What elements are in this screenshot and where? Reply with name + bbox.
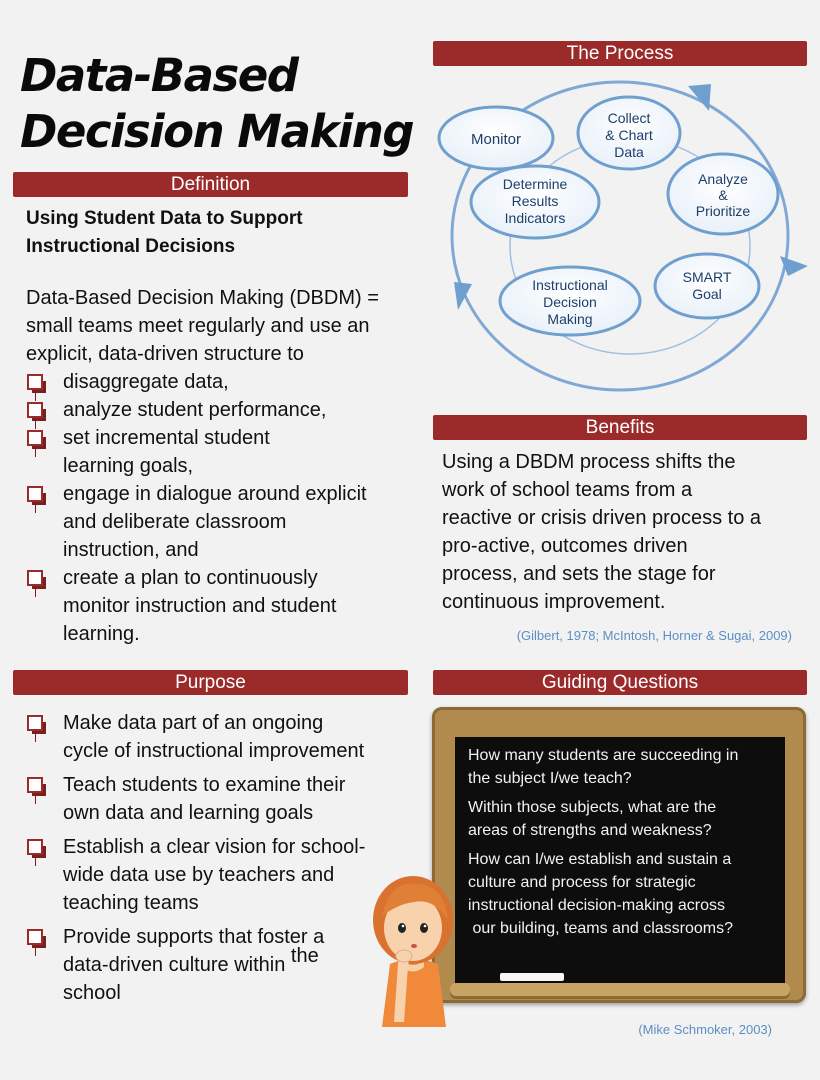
checkbox-icon: [27, 929, 43, 945]
guiding-question-line: the subject I/we teach?: [468, 770, 632, 787]
definition-item-line: learning goals,: [63, 455, 194, 477]
benefits-line: pro-active, outcomes driven: [442, 535, 688, 557]
guiding-questions: [468, 744, 780, 940]
checkbox-icon: [27, 374, 43, 390]
definition-intro-line-1: Data-Based Decision Making (DBDM) =: [26, 287, 379, 309]
benefits-citation: (Gilbert, 1978; McIntosh, Horner & Sugai, 2009): [516, 628, 792, 643]
definition-item-line: and deliberate classroom: [63, 511, 287, 533]
step-analyze-line: &: [718, 187, 728, 203]
definition-item: [26, 424, 411, 480]
guiding-question: [468, 744, 780, 790]
chalk-stick: [500, 973, 564, 981]
checkbox-icon: [27, 839, 43, 855]
step-analyze-line: Prioritize: [695, 203, 751, 219]
purpose-item-line: school: [63, 982, 121, 1004]
definition-heading-line-2: Instructional Decisions: [26, 236, 236, 257]
checkbox-icon: [27, 486, 43, 502]
title-line-1: Data-Based: [20, 49, 298, 102]
checkbox-icon: [27, 777, 43, 793]
checkbox-icon: [27, 430, 43, 446]
purpose-item: [26, 923, 411, 1007]
benefits-header: Benefits: [433, 415, 807, 440]
guiding-question-line: areas of strengths and weakness?: [468, 822, 712, 839]
purpose-body: [26, 709, 411, 1007]
benefits-line: Using a DBDM process shifts the: [442, 451, 736, 473]
definition-item-line: monitor instruction and student: [63, 595, 337, 617]
definition-body: [26, 284, 411, 648]
definition-intro-line-3: explicit, data-driven structure to: [26, 343, 304, 365]
purpose-list: [26, 709, 411, 1007]
step-analyze-line: Analyze: [698, 171, 748, 187]
definition-list: [26, 368, 411, 648]
guiding-question-line: Within those subjects, what are the: [468, 799, 717, 816]
definition-item-line: instruction, and: [63, 539, 199, 561]
step-smart-line: SMART: [682, 269, 732, 285]
purpose-item: [26, 771, 411, 827]
step-collect-line: Data: [614, 144, 644, 160]
purpose-item-line: Teach students to examine their: [63, 774, 346, 796]
guiding-header: Guiding Questions: [433, 670, 807, 695]
step-determine-line: Results: [511, 193, 559, 209]
guiding-question-line: our building, teams and classrooms?: [468, 920, 734, 937]
step-smart-line: Goal: [692, 286, 722, 302]
checkbox-icon: [27, 570, 43, 586]
step-instructional-decision: [500, 267, 640, 335]
step-monitor-label: Monitor: [470, 131, 522, 148]
title-line-2: Decision Making: [20, 105, 414, 158]
purpose-item: [26, 709, 411, 765]
purpose-item-line: [63, 945, 411, 979]
page-title: [20, 48, 420, 160]
benefits-line: reactive or crisis driven process to a: [442, 507, 762, 529]
guiding-question-line: How can I/we establish and sustain a: [468, 851, 732, 868]
guiding-citation: (Mike Schmoker, 2003): [638, 1022, 772, 1037]
purpose-item-line: Establish a clear vision for school-: [63, 836, 366, 858]
definition-header: Definition: [13, 172, 408, 197]
definition-item: [26, 368, 411, 396]
step-determine-results: [471, 166, 599, 238]
purpose-item-line: teaching teams: [63, 892, 199, 914]
step-analyze: [668, 154, 778, 234]
definition-heading: [26, 205, 406, 261]
checkbox-icon: [27, 715, 43, 731]
benefits-line: process, and sets the stage for: [442, 563, 716, 585]
step-monitor: [439, 107, 553, 169]
process-cycle-diagram: [420, 70, 815, 405]
definition-item: [26, 564, 411, 648]
purpose-item-line: own data and learning goals: [63, 802, 314, 824]
guiding-question-line: culture and process for strategic: [468, 874, 696, 891]
step-determine-line: Indicators: [504, 210, 566, 226]
purpose-item-line: Provide supports that foster a: [63, 926, 325, 948]
benefits-line: continuous improvement.: [442, 591, 666, 613]
purpose-item-line: cycle of instructional improvement: [63, 740, 365, 762]
definition-intro-line-2: small teams meet regularly and use an: [26, 315, 370, 337]
definition-item-line: set incremental student: [63, 427, 270, 449]
step-collect: [578, 97, 680, 169]
purpose-item-extra-word: the: [290, 945, 319, 967]
step-instructional-line: Instructional: [532, 277, 608, 293]
step-collect-line: & Chart: [605, 127, 653, 143]
definition-item-line: create a plan to continuously: [63, 567, 318, 589]
step-smart-goal: [655, 254, 759, 318]
purpose-item-line: Make data part of an ongoing: [63, 712, 324, 734]
teacher-illustration: [368, 872, 458, 1027]
definition-item: [26, 480, 411, 564]
chalkboard-ledge: [450, 983, 790, 999]
purpose-item: [26, 833, 411, 917]
definition-item: [26, 396, 411, 424]
guiding-question-line: How many students are succeeding in: [468, 747, 739, 764]
definition-item-line: learning.: [63, 623, 140, 645]
step-collect-line: Collect: [607, 110, 651, 126]
step-instructional-line: Decision: [543, 294, 597, 310]
purpose-header: Purpose: [13, 670, 408, 695]
guiding-question-line: instructional decision-making across: [468, 897, 725, 914]
purpose-item-line: wide data use by teachers and: [63, 864, 335, 886]
step-instructional-line: Making: [547, 311, 593, 327]
definition-item-line: analyze student performance,: [63, 399, 327, 421]
process-header: The Process: [433, 41, 807, 66]
definition-heading-line-1: Using Student Data to Support: [26, 208, 303, 229]
guiding-question: [468, 848, 780, 940]
benefits-line: work of school teams from a: [442, 479, 693, 501]
purpose-item-text: data-driven culture within: [63, 954, 286, 976]
benefits-body: [442, 448, 812, 616]
definition-item-line: engage in dialogue around explicit: [63, 483, 367, 505]
step-determine-line: Determine: [502, 176, 568, 192]
checkbox-icon: [27, 402, 43, 418]
definition-item-line: disaggregate data,: [63, 371, 229, 393]
guiding-question: [468, 796, 780, 842]
